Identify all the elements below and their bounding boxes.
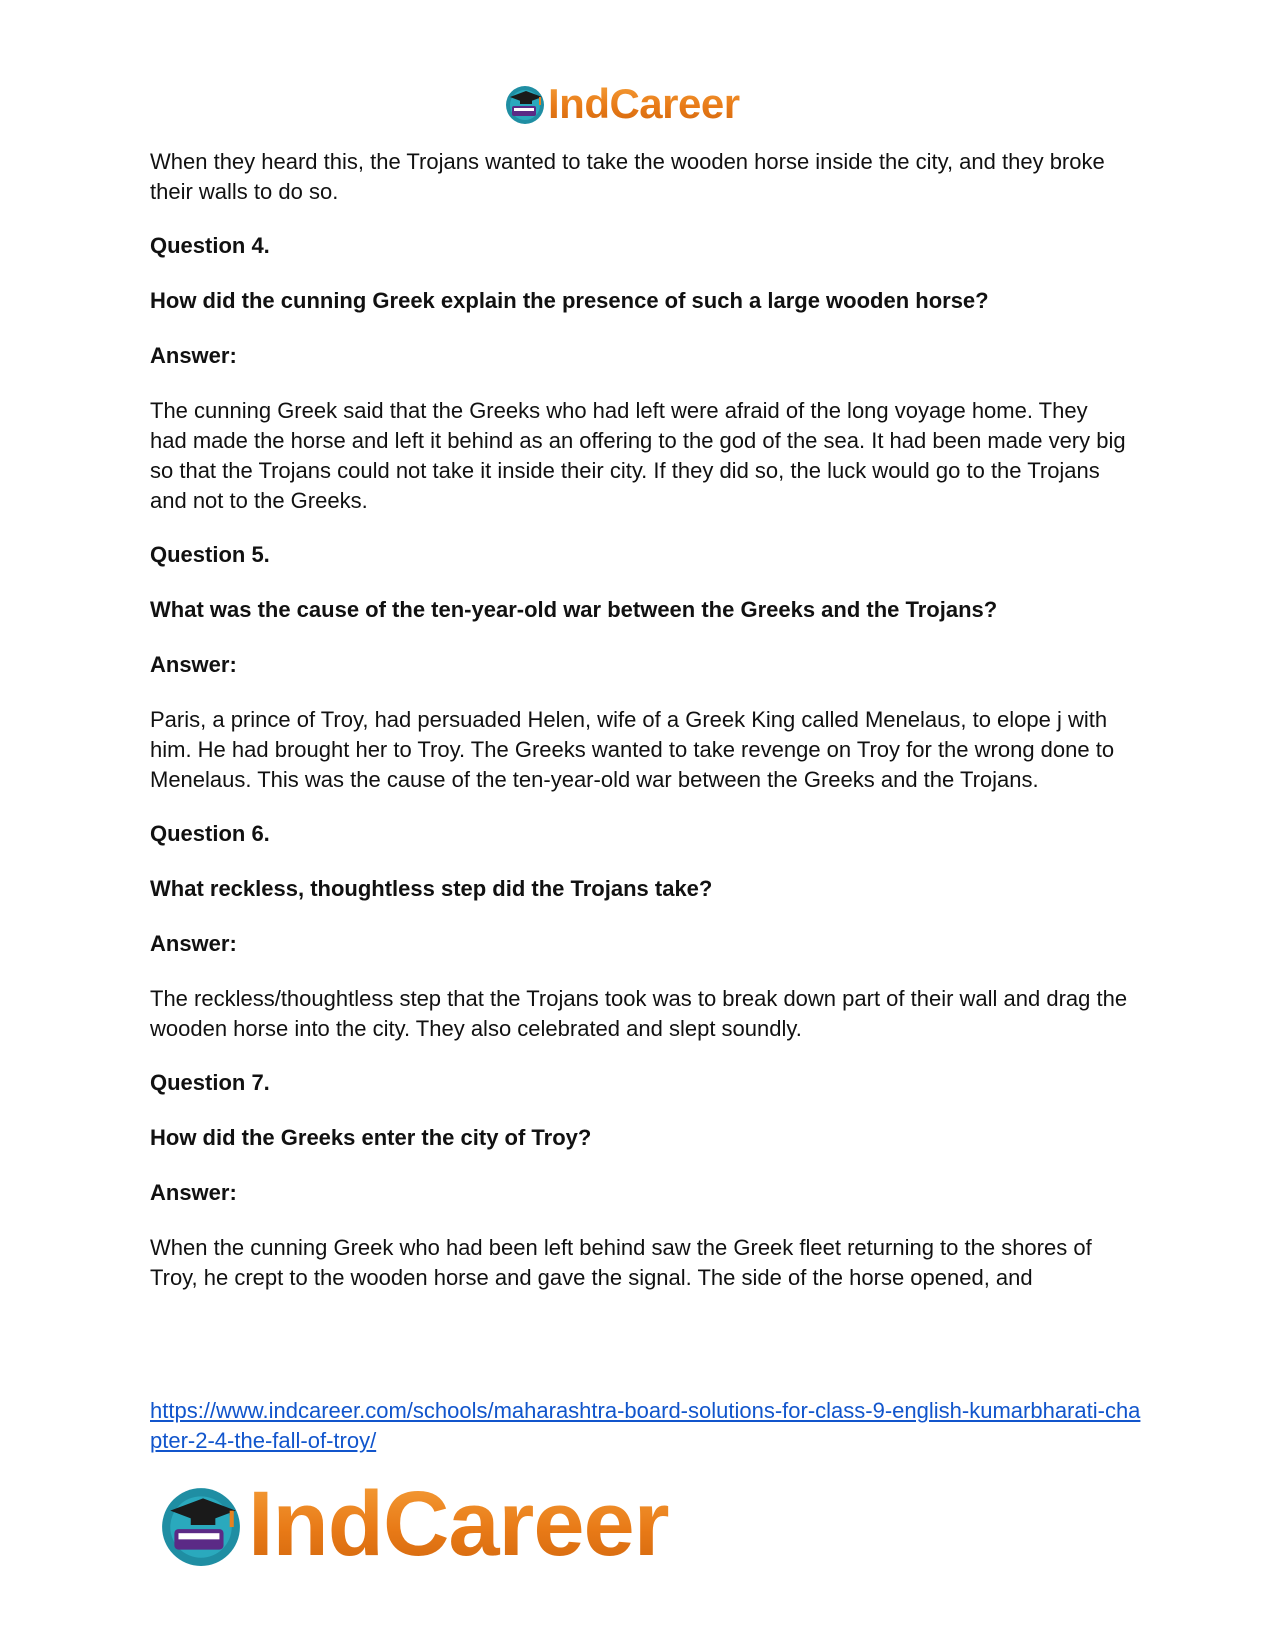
question-text: What reckless, thoughtless step did the Trojans take? [150, 876, 713, 901]
intro-paragraph: When they heard this, the Trojans wanted to take the wooden horse inside the city, and they broke their walls to do so. [150, 149, 1105, 204]
question-text: How did the Greeks enter the city of Troy? [150, 1125, 592, 1150]
answer-label: Answer: [150, 931, 237, 956]
answer-text: When the cunning Greek who had been left behind saw the Greek fleet returning to the shores of Troy, he crept to the wooden horse and gave the signal. The side of the horse opened, and [150, 1235, 1092, 1290]
answer-text: Paris, a prince of Troy, had persuaded Helen, wife of a Greek King called Menelaus, to elope j with him. He had brought her to Troy. The Greeks wanted to take revenge on Troy for the wrong done to Menelaus. This was the cause of the ten-year-old war between the Greeks and the Trojans. [150, 707, 1115, 792]
answer-label: Answer: [150, 343, 237, 368]
graduation-cap-book-icon [158, 1482, 244, 1568]
question-number: Question 7. [150, 1070, 270, 1095]
brand-name: IndCareer [548, 80, 740, 127]
answer-text: The cunning Greek said that the Greeks who had left were afraid of the long voyage home. They had made the horse and left it behind as an offering to the god of the sea. It had been made very big so that the Trojans could not take it inside their city. If they did so, the luck would go to the Trojans and not to the Greeks. [150, 398, 1126, 513]
question-text: What was the cause of the ten-year-old war between the Greeks and the Trojans? [150, 597, 998, 622]
answer-label: Answer: [150, 1180, 237, 1205]
question-number: Question 6. [150, 821, 270, 846]
graduation-cap-book-icon [504, 83, 546, 125]
question-text: How did the cunning Greek explain the presence of such a large wooden horse? [150, 288, 989, 313]
answer-text: The reckless/thoughtless step that the Trojans took was to break down part of their wall and drag the wooden horse into the city. They also celebrated and slept soundly. [150, 986, 1128, 1041]
document-body [150, 147, 1130, 1317]
header-logo [504, 80, 740, 128]
question-number: Question 5. [150, 542, 270, 567]
brand-name: IndCareer [248, 1473, 669, 1575]
source-url-link[interactable]: https://www.indcareer.com/schools/maharashtra-board-solutions-for-class-9-english-kumarbharati-chapter-2-4-the-fall-of-troy/ [150, 1398, 1141, 1453]
footer-logo [158, 1472, 669, 1577]
answer-label: Answer: [150, 652, 237, 677]
question-number: Question 4. [150, 233, 270, 258]
